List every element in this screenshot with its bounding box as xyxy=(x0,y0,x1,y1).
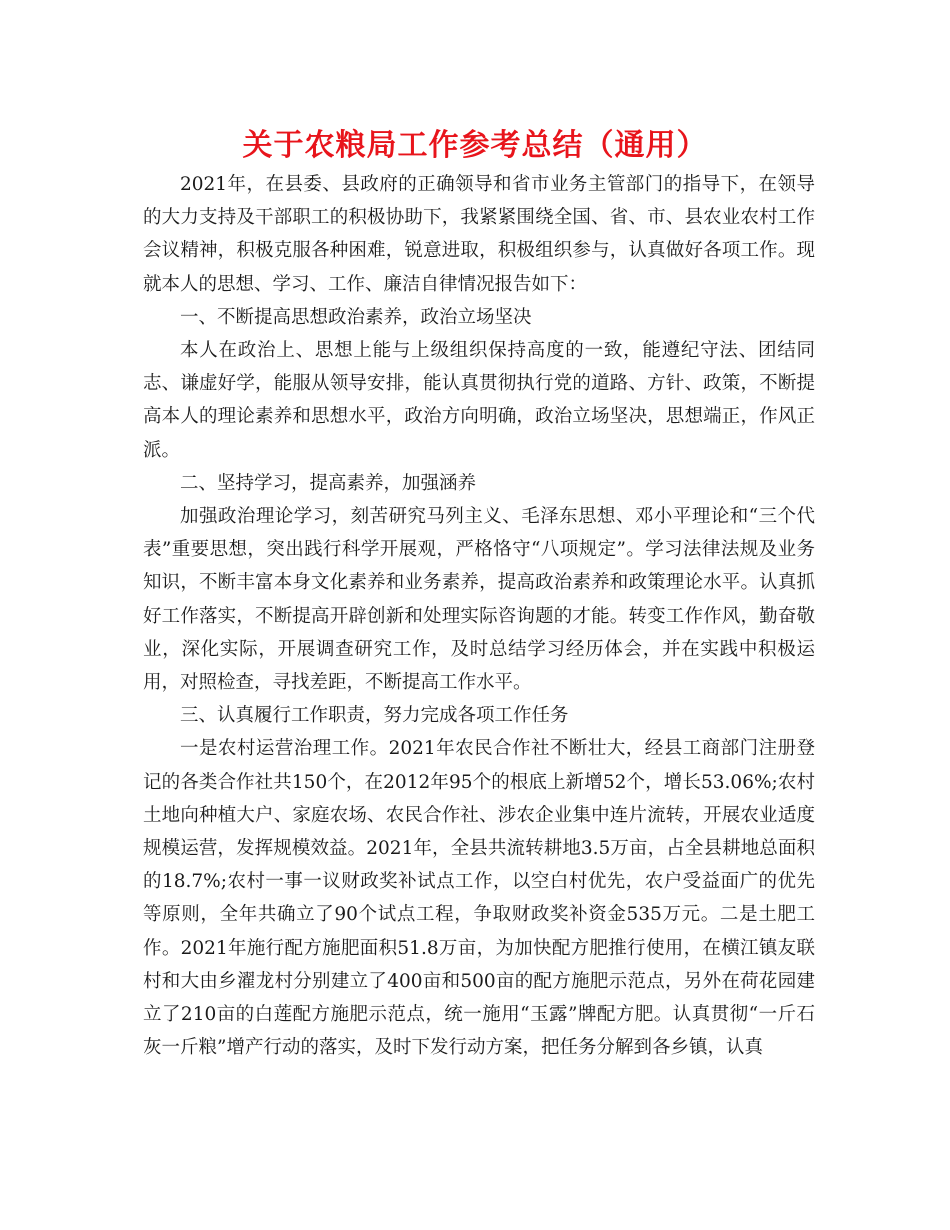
section-heading-1: 一、不断提高思想政治素养，政治立场坚决 xyxy=(180,306,532,328)
document-body xyxy=(143,168,815,1064)
paragraph-section-3: 一是农村运营治理工作。2021年农民合作社不断壮大，经县工商部门注册登记的各类合作社共150个，在2012年95个的根底上新增52个，增长53.06%;农村土地向种植大户、家庭农场、农民合作社、涉农企业集中连片流转，开展农业适度规模运营，发挥规模效益。2021年，全县共流转耕地3.5万亩，占全县耕地总面积的18.7%;农村一事一议财政奖补试点工作，以空白村优先，农户受益面广的优先等原则，全年共确立了90个试点工程，争取财政奖补资金535万元。二是土肥工作。2021年施行配方施肥面积51.8万亩，为加快配方肥推行使用，在横江镇友联村和大由乡濯龙村分别建立了400亩和500亩的配方施肥示范点，另外在荷花园建立了210亩的白莲配方施肥示范点，统一施用“玉露”牌配方肥。认真贯彻“一斤石灰一斤粮”增产行动的落实，及时下发行动方案，把任务分解到各乡镇，认真 xyxy=(143,738,815,1059)
paragraph-intro: 2021年，在县委、县政府的正确领导和省市业务主管部门的指导下，在领导的大力支持及干部职工的积极协助下，我紧紧围绕全国、省、市、县农业农村工作会议精神，积极克服各种困难，锐意进取，积极组织参与，认真做好各项工作。现就本人的思想、学习、工作、廉洁自律情况报告如下： xyxy=(143,174,815,295)
section-heading-3: 三、认真履行工作职责，努力完成各项工作任务 xyxy=(180,705,569,727)
document-title: 关于农粮局工作参考总结（通用） xyxy=(242,128,708,163)
paragraph-section-1: 本人在政治上、思想上能与上级组织保持高度的一致，能遵纪守法、团结同志、谦虚好学，能服从领导安排，能认真贯彻执行党的道路、方针、政策，不断提高本人的理论素养和思想水平，政治方向明确，政治立场坚决，思想端正，作风正派。 xyxy=(143,340,815,461)
section-heading-2: 二、坚持学习，提高素养，加强涵养 xyxy=(180,472,477,494)
paragraph-section-2: 加强政治理论学习，刻苦研究马列主义、毛泽东思想、邓小平理论和“三个代表”重要思想，突出践行科学开展观，严格恪守“八项规定”。学习法律法规及业务知识，不断丰富本身文化素养和业务素养，提高政治素养和政策理论水平。认真抓好工作落实，不断提高开辟创新和处理实际咨询题的才能。转变工作作风，勤奋敬业，深化实际，开展调查研究工作，及时总结学习经历体会，并在实践中积极运用，对照检查，寻找差距，不断提高工作水平。 xyxy=(143,506,815,694)
